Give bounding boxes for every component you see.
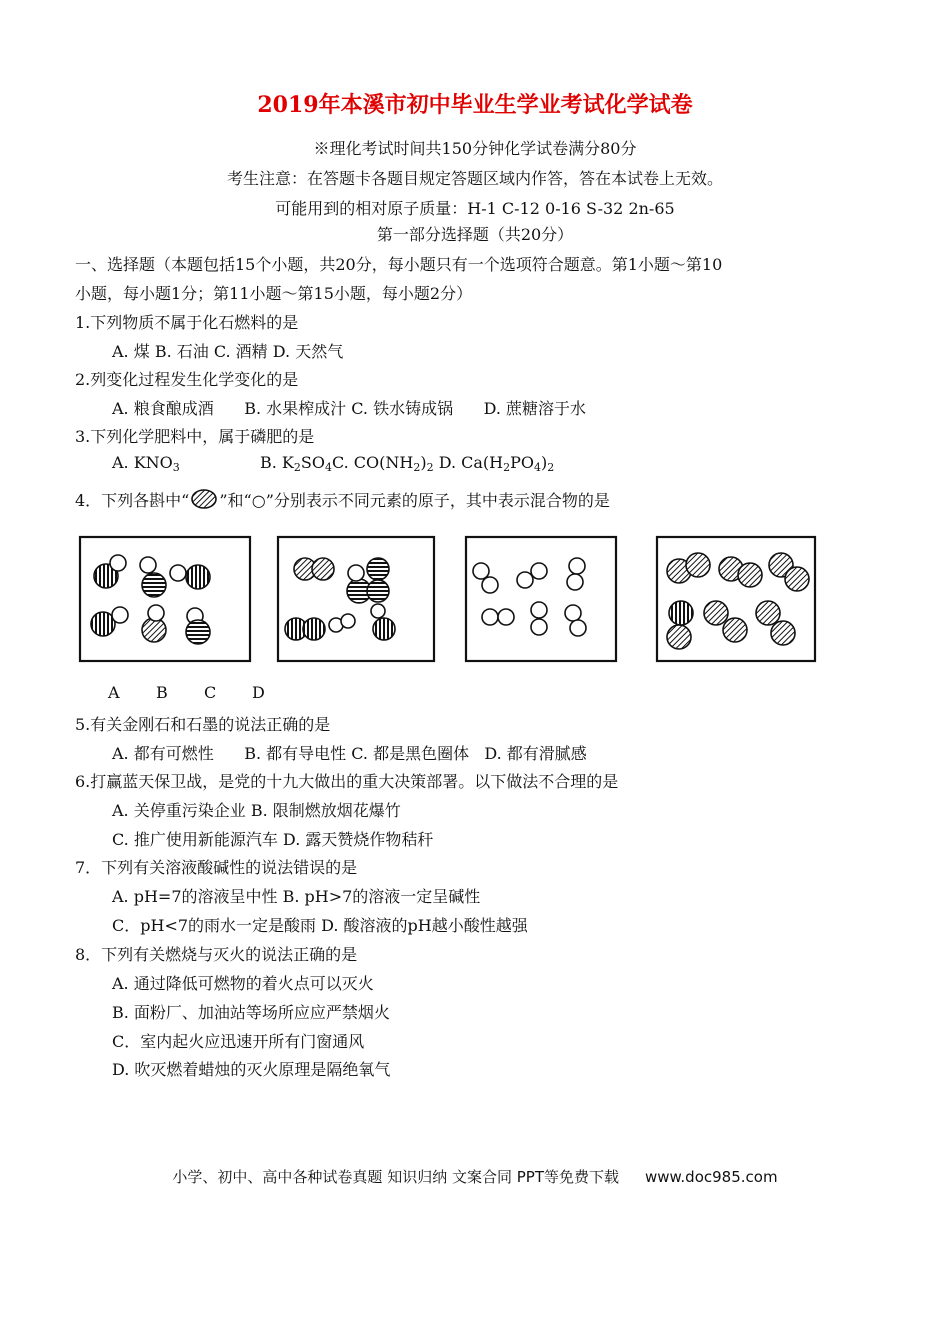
molecule-diagrams [78, 533, 818, 673]
page-footer [0, 1166, 950, 1187]
section-instructions-line-2: 小题，每小题1分；第11小题～第15小题，每小题2分） [75, 284, 473, 303]
atomic-mass-note: 可能用到的相对原子质量：H-1 C-12 0-16 S-32 2n-65 [275, 199, 675, 218]
figure-a [80, 537, 250, 661]
candidate-notice: 考生注意：在答题卡各题目规定答题区域内作答，答在本试卷上无效。 [226, 169, 723, 188]
question-4-option-labels [108, 683, 300, 702]
question-7-stem: 7．下列有关溶液酸碱性的说法错误的是 [75, 858, 358, 877]
question-4-figures [78, 533, 818, 673]
question-2-options: A. 粮食酿成酒 B. 水果榨成汁 C. 铁水铸成锅 D. 蔗糖溶于水 [112, 399, 587, 418]
q3-option-c: C. $CO(NH_2)_2$ [331, 453, 434, 474]
question-2-stem: 2.列变化过程发生化学变化的是 [75, 370, 299, 389]
figure-c [466, 537, 616, 661]
q3-option-a: A. $KNO_3$ [112, 453, 180, 474]
question-3-stem: 3.下列化学肥料中，属于磷肥的是 [75, 427, 315, 446]
figure-b [278, 537, 434, 661]
option-label-a: A [108, 683, 120, 702]
question-4-stem: 4．下列各斟中“ ”和“○”分别表示不同元素的原子，其中表示混合物的是 [75, 488, 610, 511]
exam-title: 2019年本溪市初中毕业生学业考试化学试卷 [257, 92, 693, 118]
part-one-heading: 第一部分选择题（共20分） [376, 225, 574, 244]
section-instructions-line-1: 一、选择题（本题包括15个小题，共20分，每小题只有一个选项符合题意。第1小题～第10 [75, 255, 723, 274]
question-5-stem: 5.有关金刚石和石墨的说法正确的是 [75, 715, 331, 734]
question-7-options-row-2: C．pH<7的雨水一定是酸雨 D. 酸溶液的pH越小酸性越强 [112, 916, 528, 935]
question-6-options-row-2: C. 推广使用新能源汽车 D. 露天赞烧作物秸秆 [112, 830, 434, 849]
footer-link[interactable]: www.doc985.com [644, 1168, 778, 1186]
question-3-options [112, 453, 554, 474]
question-6-options-row-1: A. 关停重污染企业 B. 限制燃放烟花爆竹 [112, 801, 401, 820]
question-7-options-row-1: A. pH=7的溶液呈中性 B. pH>7的溶液一定呈碱性 [112, 887, 481, 906]
question-8-option-c: C．室内起火应迅速开所有门窗通风 [112, 1032, 365, 1051]
question-1-options: A. 煤 B. 石油 C. 酒精 D. 天然气 [112, 342, 344, 361]
option-label-d: D [252, 683, 265, 702]
option-label-b: B [156, 683, 168, 702]
q3-option-d: D. $Ca(H_2PO_4)_2$ [433, 453, 555, 474]
question-8-option-d: D. 吹灭燃着蜡烛的灭火原理是隔绝氧气 [112, 1060, 391, 1079]
exam-time-note: ※理化考试时间共150分钟化学试卷满分80分 [313, 139, 637, 158]
question-8-option-b: B. 面粉厂、加油站等场所应应严禁烟火 [112, 1003, 390, 1022]
hatched-atom-icon [189, 488, 219, 510]
question-1-stem: 1.下列物质不属于化石燃料的是 [75, 313, 299, 332]
q3-option-b: B. $K_2SO_4$ [259, 453, 332, 474]
question-8-stem: 8．下列有关燃烧与灭火的说法正确的是 [75, 945, 358, 964]
question-6-stem: 6.打赢蓝天保卫战，是党的十九大做出的重大决策部署。以下做法不合理的是 [75, 772, 619, 791]
question-8-option-a: A. 通过降低可燃物的着火点可以灭火 [112, 974, 374, 993]
question-5-options: A. 都有可燃性 B. 都有导电性 C. 都是黑色圈体 D. 都有滑腻感 [112, 744, 587, 763]
footer-text: 小学、初中、高中各种试卷真题 知识归纳 文案合同 PPT等免费下载 [172, 1168, 619, 1186]
option-label-c: C [204, 683, 217, 702]
figure-d [657, 537, 815, 661]
